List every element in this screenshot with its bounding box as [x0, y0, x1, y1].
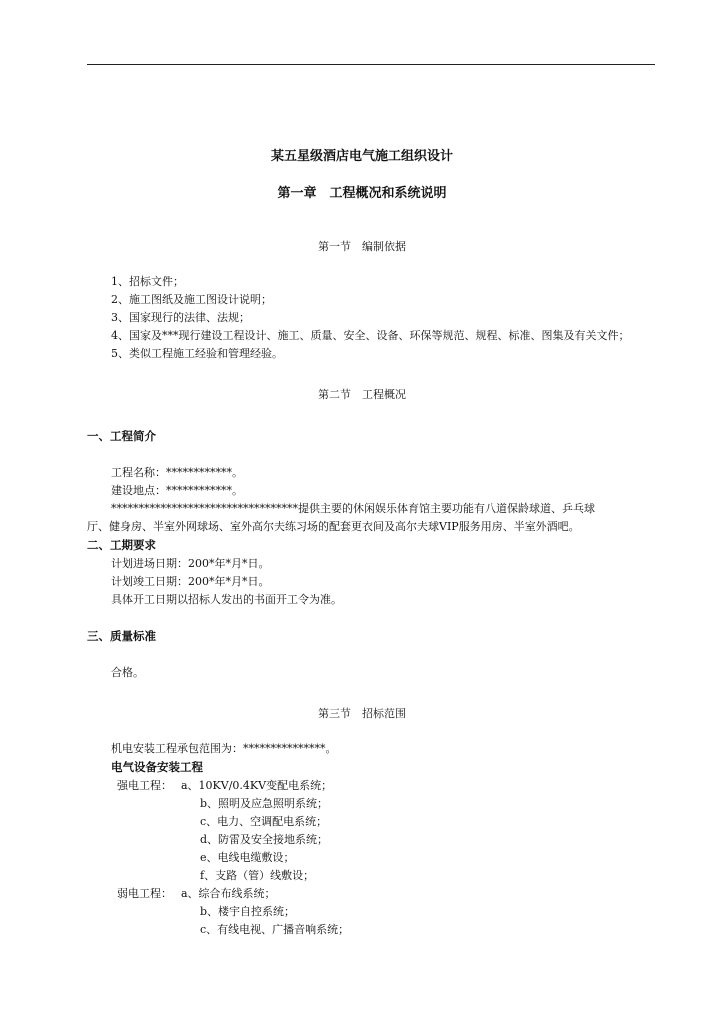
- document-title: 某五星级酒店电气施工组织设计: [270, 149, 453, 164]
- list-item: b、照明及应急照明系统；: [200, 797, 329, 810]
- list-item: a、10KV/0.4KV变配电系统；: [181, 779, 333, 792]
- quality-heading: 三、质量标准: [87, 629, 156, 643]
- chapter-heading: 第一章 工程概况和系统说明: [277, 186, 447, 201]
- section-2-heading: 第二节 工程概况: [318, 388, 406, 401]
- list-item: c、有线电视、广播音响系统；: [200, 923, 350, 936]
- list-item: 4、国家及***现行建设工程设计、施工、质量、安全、设备、环保等规范、规程、标准、图集及有关文件；: [111, 329, 630, 342]
- period-block: [111, 555, 342, 609]
- list-item: 1、招标文件；: [111, 275, 184, 288]
- list-item: 5、类似工程施工经验和管理经验。: [111, 347, 283, 360]
- period-start: 计划进场日期：200*年*月*日。: [111, 557, 270, 570]
- period-heading: 二、工期要求: [87, 538, 156, 552]
- weak-current-label: 弱电工程：: [117, 887, 172, 900]
- list-item: 2、施工图纸及施工图设计说明；: [111, 293, 272, 306]
- period-end: 计划竣工日期：200*年*月*日。: [111, 575, 270, 588]
- basis-list: [111, 273, 630, 363]
- intro-heading: 一、工程简介: [87, 429, 156, 443]
- quality-value: 合格。: [111, 666, 144, 679]
- project-desc-line-1: **********************************提供主要的休闲娱乐体育馆主要功能有八道保龄球道、乒乓球: [111, 502, 595, 515]
- scope-heading: 电气设备安装工程: [111, 760, 203, 774]
- project-site: 建设地点：************。: [111, 484, 243, 497]
- list-item: e、电线电缆敷设；: [200, 851, 295, 864]
- header-rule: [87, 64, 655, 65]
- list-item: 3、国家现行的法律、法规；: [111, 311, 250, 324]
- list-item: d、防雷及安全接地系统；: [200, 833, 329, 846]
- section-1-heading: 第一节 编制依据: [318, 240, 406, 253]
- scope-line: 机电安装工程承包范围为：***************。: [111, 742, 337, 755]
- weak-current-list: [181, 885, 349, 939]
- list-item: f、支路（管）线敷设；: [200, 869, 315, 882]
- project-desc-line-2: 厅、健身房、半室外网球场、室外高尔夫练习场的配套更衣间及高尔夫球VIP服务用房、半室外酒吧。: [87, 520, 580, 533]
- list-item: b、楼宇自控系统；: [200, 905, 296, 918]
- intro-block: [111, 464, 595, 518]
- section-3-heading: 第三节 招标范围: [318, 707, 406, 720]
- list-item: c、电力、空调配电系统；: [200, 815, 328, 828]
- list-item: a、综合布线系统；: [181, 887, 276, 900]
- strong-current-label: 强电工程：: [117, 779, 172, 792]
- strong-current-list: [181, 777, 332, 885]
- project-name: 工程名称：************。: [111, 466, 243, 479]
- period-note: 具体开工日期以招标人发出的书面开工令为准。: [111, 593, 342, 606]
